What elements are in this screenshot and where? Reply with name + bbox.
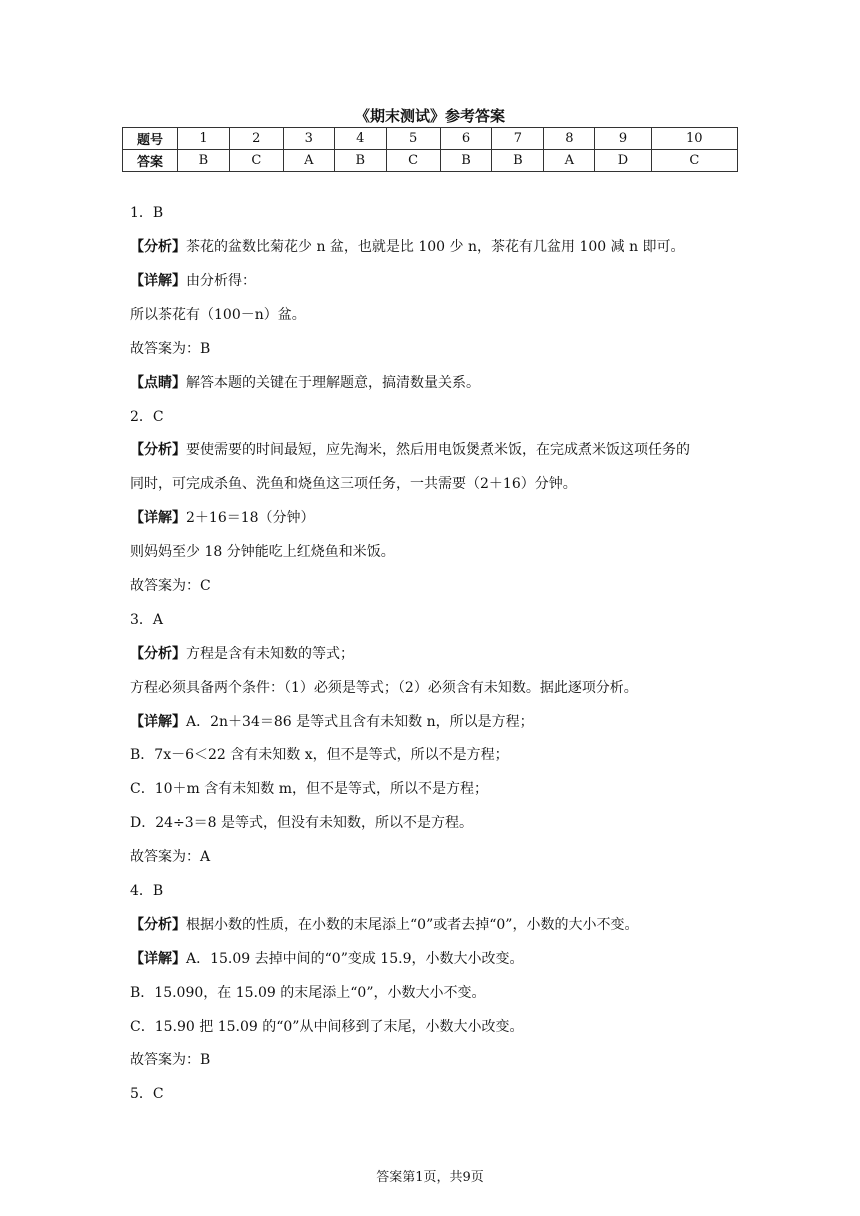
line-text: 根据小数的性质，在小数的末尾添上“0”或者去掉“0”，小数的大小不变。: [186, 917, 639, 933]
table-cell: 9: [595, 128, 651, 150]
section-tag: 【分析】: [130, 442, 186, 458]
text-line: [130, 373, 480, 393]
line-text: 要使需要的时间最短，应先淘米，然后用电饭煲煮米饭，在完成煮米饭这项任务的: [186, 442, 690, 458]
text-line: [130, 440, 690, 460]
line-text: 方程是含有未知数的等式；: [186, 646, 354, 662]
text-line: [130, 576, 211, 596]
text-line: [130, 407, 164, 427]
line-text: C．15.90 把 15.09 的“0”从中间移到了末尾，小数大小改变。: [130, 1019, 524, 1035]
line-text: 解答本题的关键在于理解题意，搞清数量关系。: [186, 375, 480, 391]
table-cell: 2: [229, 128, 283, 150]
table-cell: C: [651, 150, 737, 172]
table-cell: 1: [178, 128, 230, 150]
row-label: 题号: [123, 128, 178, 150]
table-cell: B: [178, 150, 230, 172]
text-line: [130, 1050, 210, 1070]
line-text: 2＋16＝18（分钟）: [186, 510, 315, 526]
text-line: [130, 678, 638, 698]
text-line: [130, 542, 395, 562]
line-text: 5．C: [130, 1086, 164, 1102]
table-cell: A: [283, 150, 334, 172]
table-cell: 4: [334, 128, 386, 150]
text-line: [130, 644, 354, 664]
section-tag: 【分析】: [130, 917, 186, 933]
line-text: 则妈妈至少 18 分钟能吃上红烧鱼和米饭。: [130, 544, 395, 560]
text-line: [130, 339, 210, 359]
text-line: [130, 237, 685, 257]
table-cell: 10: [651, 128, 737, 150]
line-text: A．2n＋34＝86 是等式且含有未知数 n，所以是方程；: [186, 714, 534, 730]
table-row: [123, 128, 738, 150]
line-text: 故答案为：C: [130, 578, 211, 594]
section-tag: 【详解】: [130, 273, 186, 289]
table-cell: A: [544, 150, 595, 172]
text-line: [130, 949, 523, 969]
text-line: [130, 203, 163, 223]
answer-table: [122, 127, 738, 172]
section-tag: 【详解】: [130, 510, 186, 526]
line-text: 茶花的盆数比菊花少 n 盆，也就是比 100 少 n，茶花有几盆用 100 减 n 即可。: [186, 239, 685, 255]
table-cell: C: [229, 150, 283, 172]
table-cell: 7: [492, 128, 544, 150]
text-line: [130, 271, 256, 291]
text-line: [130, 1017, 523, 1037]
page-footer: 答案第1页，共9页: [376, 1170, 484, 1185]
text-line: [130, 813, 473, 833]
page-title: 《期末测试》参考答案: [354, 107, 505, 125]
line-text: A．15.09 去掉中间的“0”变成 15.9，小数大小改变。: [186, 951, 524, 967]
section-tag: 【详解】: [130, 714, 186, 730]
text-line: [130, 508, 315, 528]
table-cell: B: [440, 150, 492, 172]
line-text: 故答案为：B: [130, 1052, 211, 1068]
line-text: 由分析得：: [186, 273, 256, 289]
text-line: [130, 712, 534, 732]
section-tag: 【点睛】: [130, 375, 186, 391]
line-text: 故答案为：A: [130, 849, 211, 865]
line-text: 故答案为：B: [130, 341, 211, 357]
text-line: [130, 1084, 164, 1104]
line-text: 3．A: [130, 612, 164, 628]
line-text: B．15.090，在 15.09 的末尾添上“0”，小数大小不变。: [130, 985, 486, 1001]
line-text: C．10＋m 含有未知数 m，但不是等式，所以不是方程；: [130, 781, 488, 797]
line-text: 同时，可完成杀鱼、洗鱼和烧鱼这三项任务，一共需要（2＋16）分钟。: [130, 476, 577, 492]
text-line: [130, 779, 488, 799]
table-cell: 5: [386, 128, 440, 150]
text-line: [130, 305, 306, 325]
line-text: 1．B: [130, 205, 164, 221]
line-text: 2．C: [130, 409, 164, 425]
text-line: [130, 915, 638, 935]
table-cell: 6: [440, 128, 492, 150]
text-line: [130, 745, 509, 765]
table-cell: B: [334, 150, 386, 172]
table-cell: B: [492, 150, 544, 172]
text-line: [130, 610, 163, 630]
row-label: 答案: [123, 150, 178, 172]
line-text: 所以茶花有（100－n）盆。: [130, 307, 306, 323]
text-line: [130, 847, 210, 867]
text-line: [130, 474, 577, 494]
text-line: [130, 881, 163, 901]
line-text: 方程必须具备两个条件：（1）必须是等式；（2）必须含有未知数。据此逐项分析。: [130, 680, 638, 696]
line-text: 4．B: [130, 883, 164, 899]
line-text: B．7x－6＜22 含有未知数 x，但不是等式，所以不是方程；: [130, 747, 509, 763]
section-tag: 【分析】: [130, 239, 186, 255]
text-line: [130, 983, 485, 1003]
section-tag: 【分析】: [130, 646, 186, 662]
table-row: [123, 150, 738, 172]
line-text: D．24÷3＝8 是等式，但没有未知数，所以不是方程。: [130, 815, 474, 831]
table-cell: D: [595, 150, 651, 172]
table-cell: C: [386, 150, 440, 172]
table-cell: 8: [544, 128, 595, 150]
table-cell: 3: [283, 128, 334, 150]
section-tag: 【详解】: [130, 951, 186, 967]
